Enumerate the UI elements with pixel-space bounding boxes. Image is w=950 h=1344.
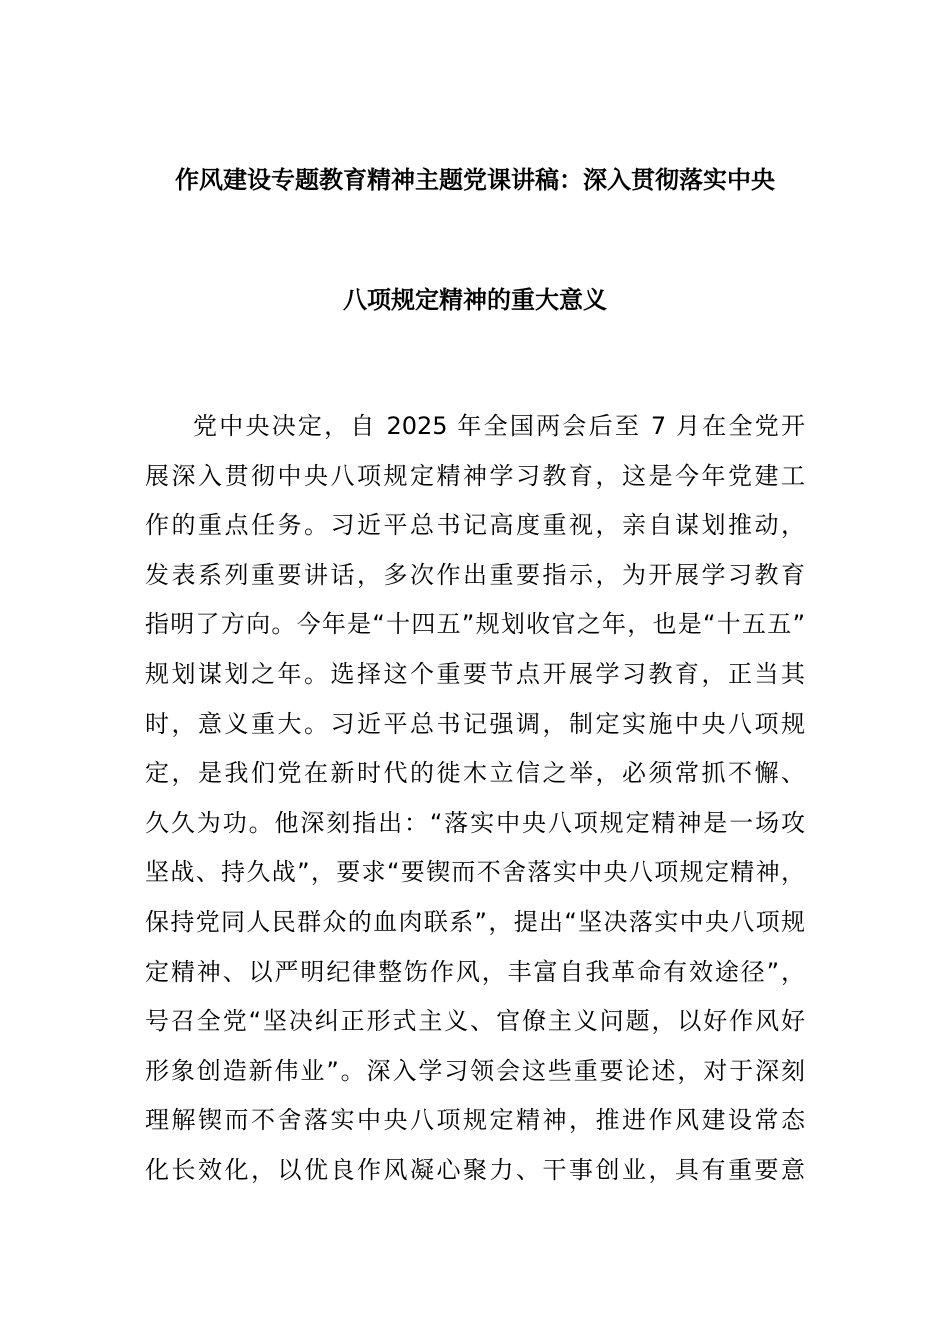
body-line: 发表系列重要讲话，多次作出重要指示，为开展学习教育: [145, 560, 805, 589]
body-line: 号召全党“坚决纠正形式主义、官僚主义问题，以好作风好: [145, 1007, 805, 1036]
body-line: 党中央决定，自 2025 年全国两会后至 7 月在全党开: [193, 412, 805, 440]
body-line: 定，是我们党在新时代的徙木立信之举，必须常抓不懈、: [145, 759, 805, 788]
body-line: 保持党同人民群众的血肉联系”，提出“坚决落实中央八项规: [145, 907, 805, 936]
body-line: 坚战、持久战”，要求“要锲而不舍落实中央八项规定精神，: [145, 858, 805, 887]
body-line: 定精神、以严明纪律整饬作风，丰富自我革命有效途径”，: [145, 957, 805, 986]
body-line: 规划谋划之年。选择这个重要节点开展学习教育，正当其: [145, 659, 805, 688]
body-line: 指明了方向。今年是“十四五”规划收官之年，也是“十五五”: [145, 610, 805, 639]
body-line: 形象创造新伟业”。深入学习领会这些重要论述，对于深刻: [145, 1056, 805, 1085]
body-line: 时，意义重大。习近平总书记强调，制定实施中央八项规: [145, 709, 805, 738]
body-line: 作的重点任务。习近平总书记高度重视，亲自谋划推动，: [145, 511, 805, 540]
document-title-line-1: 作风建设专题教育精神主题党课讲稿：深入贯彻落实中央: [175, 166, 775, 194]
body-line: 久久为功。他深刻指出：“落实中央八项规定精神是一场攻: [145, 808, 805, 837]
body-line: 理解锲而不舍落实中央八项规定精神，推进作风建设常态: [145, 1106, 805, 1135]
body-line: 展深入贯彻中央八项规定精神学习教育，这是今年党建工: [145, 461, 805, 490]
document-body: [145, 402, 805, 1196]
document-title-line-2: 八项规定精神的重大意义: [343, 286, 607, 314]
body-line: 化长效化，以优良作风凝心聚力、干事创业，具有重要意: [145, 1155, 805, 1184]
